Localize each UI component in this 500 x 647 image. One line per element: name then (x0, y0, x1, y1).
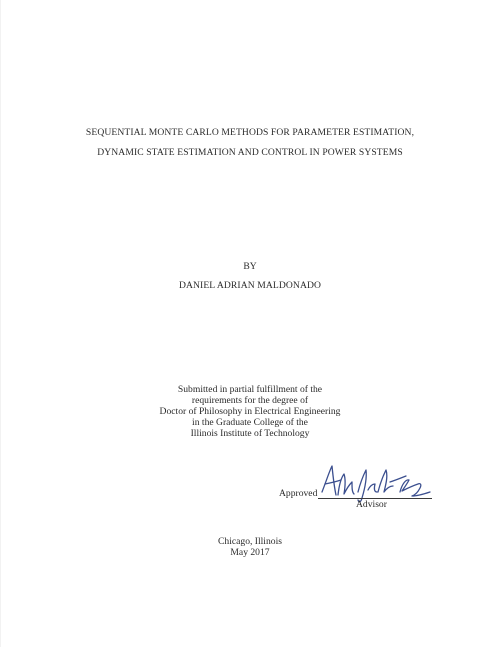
submission-line-5: Illinois Institute of Technology (190, 428, 310, 439)
submission-line-2: requirements for the degree of (191, 395, 309, 406)
by-label: BY (243, 261, 257, 272)
advisor-label: Advisor (356, 499, 387, 510)
author-name: DANIEL ADRIAN MALDONADO (178, 280, 322, 291)
thesis-title-line-2: DYNAMIC STATE ESTIMATION AND CONTROL IN POWER SYSTEMS (97, 147, 403, 158)
thesis-title-line-1: SEQUENTIAL MONTE CARLO METHODS FOR PARAMETER ESTIMATION, (85, 127, 415, 138)
submission-line-3: Doctor of Philosophy in Electrical Engineering (159, 406, 341, 417)
submission-line-4: in the Graduate College of the (192, 417, 308, 428)
approved-label: Approved (279, 488, 318, 499)
date: May 2017 (230, 547, 270, 558)
submission-line-1: Submitted in partial fulfillment of the (177, 384, 323, 395)
location: Chicago, Illinois (218, 536, 282, 547)
